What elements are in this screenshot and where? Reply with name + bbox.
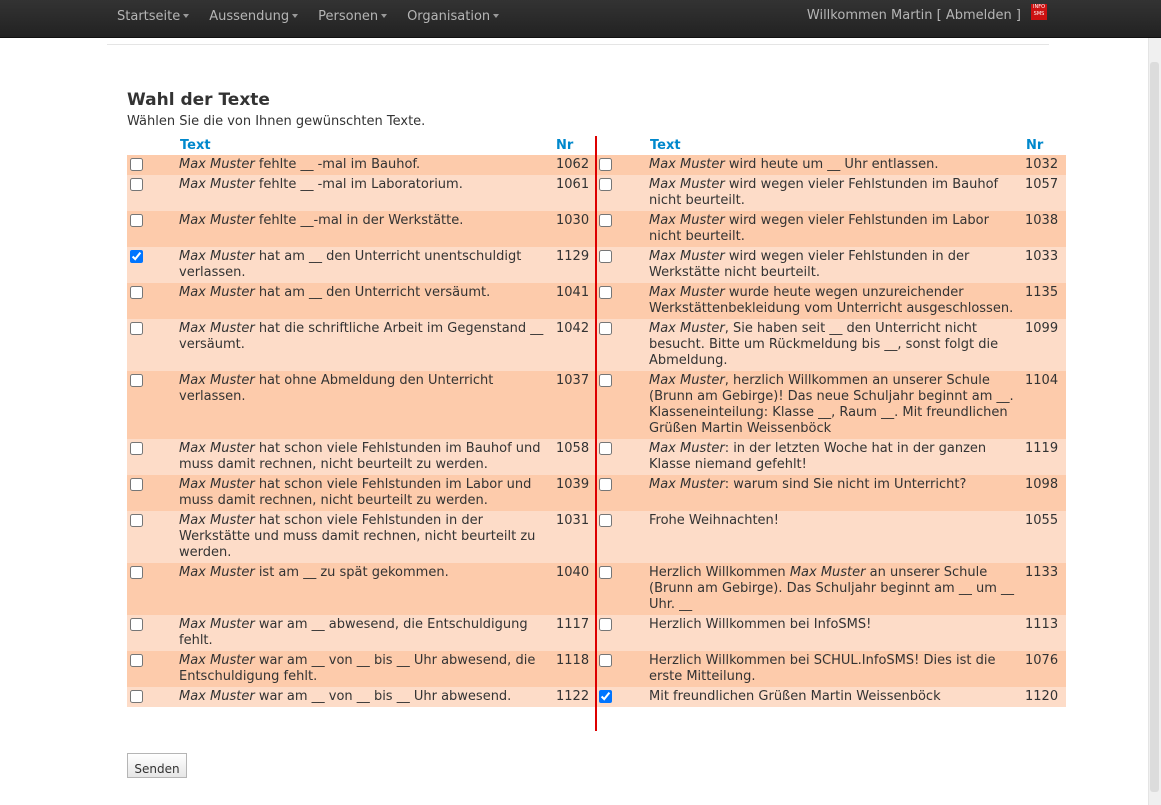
right-cell — [597, 319, 1066, 371]
checkbox-cell — [597, 371, 649, 439]
right-cell — [597, 283, 1066, 319]
student-name: Max Muster — [179, 617, 255, 632]
text-select-checkbox[interactable] — [130, 618, 143, 631]
left-cell — [127, 439, 597, 475]
bracket-close: ] — [1015, 8, 1021, 23]
student-name: Max Muster — [179, 213, 255, 228]
text-select-checkbox[interactable] — [599, 690, 612, 703]
text-template: Max Muster wird wegen vieler Fehlstunden in der Werkstätte nicht beurteilt. — [649, 249, 970, 280]
text-select-checkbox[interactable] — [130, 214, 143, 227]
text-select-checkbox[interactable] — [599, 322, 612, 335]
left-cell — [127, 247, 597, 283]
checkbox-cell — [597, 511, 649, 563]
right-cell — [597, 175, 1066, 211]
text-template: Max Muster fehlte __ -mal im Bauhof. — [179, 157, 421, 172]
page-subtitle: Wählen Sie die von Ihnen gewünschten Texte. — [127, 114, 426, 129]
text-select-checkbox[interactable] — [130, 514, 143, 527]
right-cell — [597, 511, 1066, 563]
text-select-checkbox[interactable] — [599, 654, 612, 667]
checkbox-cell — [127, 439, 179, 475]
vertical-scrollbar[interactable] — [1148, 38, 1161, 805]
text-select-checkbox[interactable] — [130, 250, 143, 263]
student-name: Max Muster — [179, 249, 255, 264]
text-template: Frohe Weihnachten! — [649, 513, 779, 528]
top-navbar — [0, 0, 1161, 38]
text-select-checkbox[interactable] — [130, 566, 143, 579]
right-cell — [597, 615, 1066, 651]
left-cell — [127, 283, 597, 319]
text-select-checkbox[interactable] — [130, 478, 143, 491]
student-name: Max Muster — [179, 477, 255, 492]
student-name: Max Muster — [179, 513, 255, 528]
checkbox-cell — [127, 687, 179, 707]
text-number: 1117 — [556, 617, 590, 632]
send-button[interactable]: Senden — [127, 753, 187, 778]
user-area — [807, 0, 1021, 31]
left-cell — [127, 511, 597, 563]
text-number: 1057 — [1025, 177, 1059, 192]
text-template: Herzlich Willkommen Max Muster an unserer Schule (Brunn am Gebirge). Das Schuljahr beginnt am __ um __ Uhr. __ — [649, 565, 1015, 612]
text-number: 1030 — [556, 213, 590, 228]
checkbox-cell — [127, 563, 179, 615]
text-select-checkbox[interactable] — [599, 478, 612, 491]
student-name: Max Muster — [789, 565, 866, 580]
student-name: Max Muster — [179, 177, 255, 192]
text-template: Max Muster wird wegen vieler Fehlstunden im Labor nicht beurteilt. — [649, 213, 989, 244]
text-number: 1042 — [556, 321, 590, 336]
student-name: Max Muster — [649, 213, 725, 228]
text-number: 1061 — [556, 177, 590, 192]
text-template: Herzlich Willkommen bei InfoSMS! — [649, 617, 872, 632]
checkbox-cell — [127, 511, 179, 563]
text-number: 1031 — [556, 513, 590, 528]
text-number: 1135 — [1025, 285, 1059, 300]
checkbox-cell — [127, 319, 179, 371]
text-number: 1104 — [1025, 373, 1059, 388]
checkbox-cell — [597, 319, 649, 371]
text-number: 1033 — [1025, 249, 1059, 264]
welcome-text: Willkommen Martin — [806, 8, 933, 23]
text-number: 1039 — [556, 477, 590, 492]
text-select-checkbox[interactable] — [599, 286, 612, 299]
bracket-open: [ — [936, 8, 942, 23]
text-select-checkbox[interactable] — [130, 374, 143, 387]
text-select-checkbox[interactable] — [130, 654, 143, 667]
right-cell — [597, 563, 1066, 615]
caret-down-icon — [292, 14, 298, 18]
left-cell — [127, 175, 597, 211]
text-template: Max Muster fehlte __ -mal im Laboratorium. — [179, 177, 463, 192]
text-number: 1119 — [1025, 441, 1059, 456]
checkbox-cell — [127, 175, 179, 211]
text-template: Max Muster war am __ von __ bis __ Uhr abwesend. — [179, 689, 512, 704]
right-cell — [597, 687, 1066, 707]
left-cell — [127, 155, 597, 175]
left-cell — [127, 563, 597, 615]
text-number: 1032 — [1025, 157, 1059, 172]
checkbox-cell — [597, 475, 649, 511]
nav-organisation[interactable]: Organisation — [407, 0, 499, 37]
text-template: Max Muster wurde heute wegen unzureichender Werkstättenbekleidung vom Unterricht ausgeschlossen. — [649, 285, 1014, 316]
text-select-checkbox[interactable] — [130, 158, 143, 171]
text-select-checkbox[interactable] — [599, 178, 612, 191]
left-cell — [127, 475, 597, 511]
left-header-nr: Nr — [556, 138, 574, 153]
student-name: Max Muster — [649, 249, 725, 264]
right-header-text: Text — [650, 138, 681, 153]
right-cell — [597, 651, 1066, 687]
text-template: Max Muster war am __ abwesend, die Entschuldigung fehlt. — [179, 617, 528, 648]
text-select-checkbox[interactable] — [599, 442, 612, 455]
student-name: Max Muster — [649, 321, 725, 336]
text-select-checkbox[interactable] — [599, 214, 612, 227]
checkbox-cell — [597, 211, 649, 247]
text-template: Max Muster hat schon viele Fehlstunden in der Werkstätte und muss damit rechnen, nicht beurteilt zu werden. — [179, 513, 536, 560]
text-number: 1062 — [556, 157, 590, 172]
right-cell — [597, 439, 1066, 475]
text-template: Max Muster, herzlich Willkommen an unserer Schule (Brunn am Gebirge)! Das neue Schuljahr beginnt am __. Klasseneinteilung: Klasse __, Raum __. Mit freundlichen Grüßen Martin Weissenböck — [649, 373, 1014, 436]
caret-down-icon — [381, 14, 387, 18]
text-number: 1129 — [556, 249, 590, 264]
checkbox-cell — [597, 651, 649, 687]
right-cell — [597, 155, 1066, 175]
text-select-checkbox[interactable] — [130, 322, 143, 335]
checkbox-cell — [597, 247, 649, 283]
right-header-nr: Nr — [1026, 138, 1044, 153]
checkbox-cell — [127, 615, 179, 651]
text-number: 1037 — [556, 373, 590, 388]
student-name: Max Muster — [179, 653, 255, 668]
right-cell — [597, 211, 1066, 247]
checkbox-cell — [127, 283, 179, 319]
text-template: Max Muster wird heute um __ Uhr entlassen. — [649, 157, 939, 172]
checkbox-cell — [127, 155, 179, 175]
text-number: 1122 — [556, 689, 590, 704]
text-number: 1118 — [556, 653, 590, 668]
student-name: Max Muster — [179, 157, 255, 172]
nav-aussendung[interactable]: Aussendung — [209, 0, 298, 37]
text-select-checkbox[interactable] — [599, 618, 612, 631]
text-template: Max Muster: in der letzten Woche hat in der ganzen Klasse niemand gefehlt! — [649, 441, 987, 472]
left-cell — [127, 687, 597, 707]
left-cell — [127, 615, 597, 651]
checkbox-cell — [127, 475, 179, 511]
student-name: Max Muster — [649, 157, 725, 172]
header-divider — [107, 44, 1049, 45]
text-select-checkbox[interactable] — [130, 442, 143, 455]
nav-personen[interactable]: Personen — [318, 0, 387, 37]
text-select-checkbox[interactable] — [599, 250, 612, 263]
text-number: 1055 — [1025, 513, 1059, 528]
text-template: Herzlich Willkommen bei SCHUL.InfoSMS! Dies ist die erste Mitteilung. — [649, 653, 996, 684]
text-template: Max Muster hat schon viele Fehlstunden im Bauhof und muss damit rechnen, nicht beurteilt zu werden. — [179, 441, 541, 472]
checkbox-cell — [597, 439, 649, 475]
caret-down-icon — [183, 14, 189, 18]
student-name: Max Muster — [649, 477, 725, 492]
text-template: Max Muster war am __ von __ bis __ Uhr abwesend, die Entschuldigung fehlt. — [179, 653, 536, 684]
scrollbar-thumb[interactable] — [1150, 62, 1159, 792]
right-cell — [597, 371, 1066, 439]
text-number: 1113 — [1025, 617, 1059, 632]
page-title: Wahl der Texte — [127, 90, 270, 110]
checkbox-cell — [127, 211, 179, 247]
text-number: 1098 — [1025, 477, 1059, 492]
checkbox-cell — [127, 371, 179, 439]
text-template: Max Muster hat ohne Abmeldung den Unterricht verlassen. — [179, 373, 494, 404]
student-name: Max Muster — [649, 285, 725, 300]
checkbox-cell — [597, 283, 649, 319]
text-select-checkbox[interactable] — [130, 286, 143, 299]
caret-down-icon — [493, 14, 499, 18]
left-cell — [127, 651, 597, 687]
student-name: Max Muster — [179, 373, 255, 388]
right-cell — [597, 247, 1066, 283]
nav-startseite[interactable]: Startseite — [117, 0, 189, 37]
column-divider — [595, 136, 597, 731]
text-number: 1120 — [1025, 689, 1059, 704]
student-name: Max Muster — [649, 373, 725, 388]
student-name: Max Muster — [649, 441, 725, 456]
text-number: 1099 — [1025, 321, 1059, 336]
text-template: Mit freundlichen Grüßen Martin Weissenböck — [649, 689, 941, 704]
text-number: 1038 — [1025, 213, 1059, 228]
left-cell — [127, 319, 597, 371]
text-number: 1041 — [556, 285, 590, 300]
right-cell — [597, 475, 1066, 511]
text-template: Max Muster, Sie haben seit __ den Unterricht nicht besucht. Bitte um Rückmeldung bis __, sonst folgt die Abmeldung. — [649, 321, 999, 368]
text-select-checkbox[interactable] — [599, 566, 612, 579]
text-template: Max Muster hat schon viele Fehlstunden im Labor und muss damit rechnen, nicht beurteilt zu werden. — [179, 477, 532, 508]
text-template: Max Muster: warum sind Sie nicht im Unterricht? — [649, 477, 967, 492]
text-number: 1058 — [556, 441, 590, 456]
text-select-checkbox[interactable] — [599, 374, 612, 387]
text-select-checkbox[interactable] — [599, 158, 612, 171]
left-header-text: Text — [180, 138, 211, 153]
student-name: Max Muster — [179, 565, 255, 580]
student-name: Max Muster — [179, 285, 255, 300]
student-name: Max Muster — [649, 177, 725, 192]
checkbox-cell — [127, 651, 179, 687]
left-cell — [127, 211, 597, 247]
text-select-checkbox[interactable] — [599, 514, 612, 527]
student-name: Max Muster — [179, 689, 255, 704]
text-select-checkbox[interactable] — [130, 690, 143, 703]
checkbox-cell — [597, 175, 649, 211]
checkbox-cell — [597, 687, 649, 707]
checkbox-cell — [127, 247, 179, 283]
main-menu — [117, 0, 519, 37]
student-name: Max Muster — [179, 321, 255, 336]
left-cell — [127, 371, 597, 439]
checkbox-cell — [597, 563, 649, 615]
text-number: 1133 — [1025, 565, 1059, 580]
infosms-logo-icon[interactable]: INFO SMS — [1031, 4, 1047, 20]
text-template: Max Muster hat am __ den Unterricht versäumt. — [179, 285, 491, 300]
text-select-checkbox[interactable] — [130, 178, 143, 191]
logout-link[interactable]: Abmelden — [945, 8, 1012, 23]
text-number: 1076 — [1025, 653, 1059, 668]
student-name: Max Muster — [179, 441, 255, 456]
text-template: Max Muster hat am __ den Unterricht unentschuldigt verlassen. — [179, 249, 522, 280]
text-template: Max Muster fehlte __-mal in der Werkstätte. — [179, 213, 464, 228]
checkbox-cell — [597, 155, 649, 175]
text-template: Max Muster hat die schriftliche Arbeit im Gegenstand __ versäumt. — [179, 321, 544, 352]
checkbox-cell — [597, 615, 649, 651]
text-template: Max Muster wird wegen vieler Fehlstunden im Bauhof nicht beurteilt. — [649, 177, 999, 208]
text-template: Max Muster ist am __ zu spät gekommen. — [179, 565, 449, 580]
text-number: 1040 — [556, 565, 590, 580]
